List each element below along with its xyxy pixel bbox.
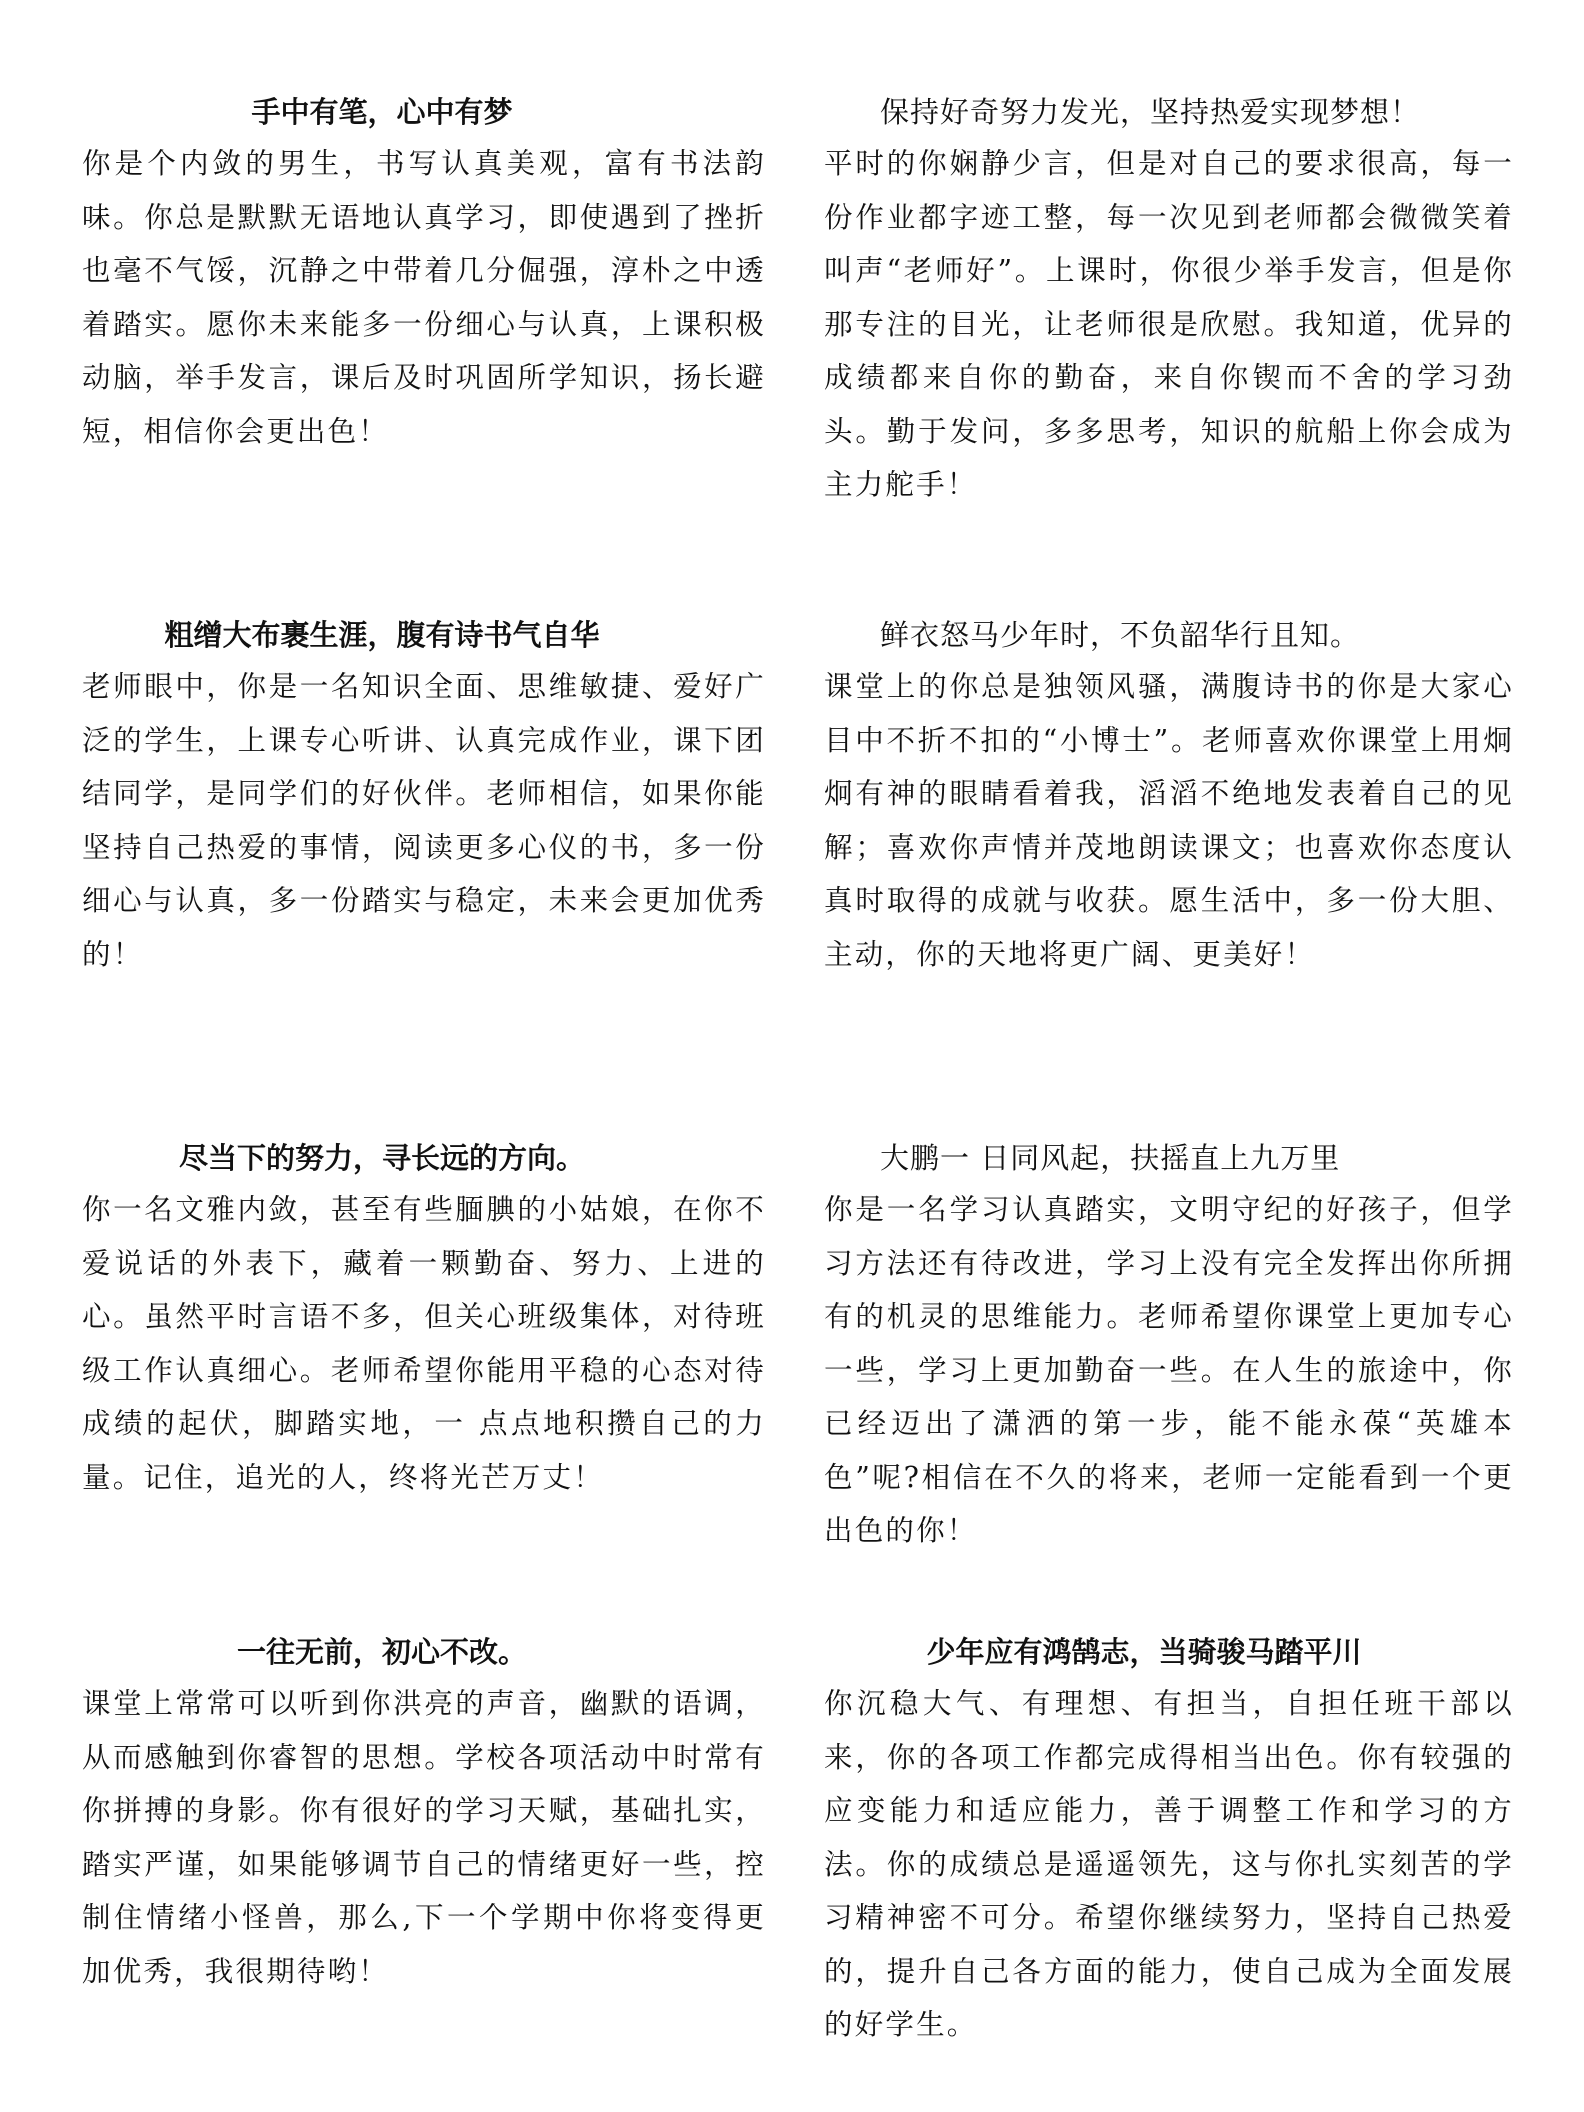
comment-body: 你沉稳大气、有理想、有担当，自担任班干部以来，你的各项工作都完成得相当出色。你有较强的应变能力和适应能力，善于调整工作和学习的方法。你的成绩总是遥遥领先，这与你扎实刻苦的学习精神密不可分。希望你继续努力，坚持自己热爱的，提升自己各方面的能力，使自己成为全面发展的好学生。 [824,1687,1514,2041]
comment-body: 你一名文雅内敛，甚至有些腼腆的小姑娘，在你不爱说话的外表下，藏着一颗勤奋、努力、上进的心。虽然平时言语不多，但关心班级集体，对待班级工作认真细心。老师希望你能用平稳的心态对待成绩的起伏，脚踏实地，一 点点地积攒自己的力量。记住，追光的人，终将光芒万丈！ [82,1193,766,1494]
comment-card-5 [82,1133,766,1504]
comment-title: 尽当下的努力，寻长远的方向。 [178,1141,585,1175]
comment-title: 一往无前，初心不改。 [236,1635,527,1669]
comment-title: 鲜衣怒马少年时，不负韶华行且知。 [880,618,1361,652]
comment-body: 平时的你娴静少言，但是对自己的要求很高，每一份作业都字迹工整，每一次见到老师都会微微笑着叫声“老师好”。上课时，你很少举手发言，但是你那专注的目光，让老师很是欣慰。我知道，优异的成绩都来自你的勤奋，来自你锲而不舍的学习劲头。勤于发问，多多思考，知识的航船上你会成为主力舵手！ [824,147,1514,501]
comment-body: 课堂上常常可以听到你洪亮的声音，幽默的语调，从而感触到你睿智的思想。学校各项活动中时常有你拼搏的身影。你有很好的学习天赋，基础扎实，踏实严谨，如果能够调节自己的情绪更好一些，控制住情绪小怪兽，那么,下一个学期中你将变得更加优秀，我很期待哟！ [82,1687,766,1988]
comment-card-1 [82,87,766,458]
comment-title: 大鹏一 日同风起，扶摇直上九万里 [880,1141,1341,1175]
comment-title: 粗缯大布裹生涯，腹有诗书气自华 [164,618,600,652]
comment-card-8 [824,1627,1514,2052]
comment-title: 手中有笔，心中有梦 [251,95,513,129]
comment-card-6 [824,1133,1514,1558]
comment-body: 你是个内敛的男生，书写认真美观，富有书法韵味。你总是默默无语地认真学习，即使遇到了挫折也毫不气馁，沉静之中带着几分倔强，淳朴之中透着踏实。愿你未来能多一份细心与认真，上课积极动脑，举手发言，课后及时巩固所学知识，扬长避短，相信你会更出色！ [82,147,766,448]
comment-body: 课堂上的你总是独领风骚，满腹诗书的你是大家心目中不折不扣的“小博士”。老师喜欢你课堂上用炯炯有神的眼睛看着我，滔滔不绝地发表着自己的见解；喜欢你声情并茂地朗读课文；也喜欢你态度认真时取得的成就与收获。愿生活中，多一份大胆、主动，你的天地将更广阔、更美好！ [824,670,1514,971]
comment-card-2 [824,87,1514,512]
comment-card-7 [82,1627,766,1998]
comment-card-3 [82,610,766,981]
comment-title: 少年应有鸿鹄志，当骑骏马踏平川 [926,1635,1362,1669]
comment-card-4 [824,610,1514,981]
comment-body: 老师眼中，你是一名知识全面、思维敏捷、爱好广泛的学生，上课专心听讲、认真完成作业，课下团结同学，是同学们的好伙伴。老师相信，如果你能坚持自己热爱的事情，阅读更多心仪的书，多一份细心与认真，多一份踏实与稳定，未来会更加优秀的！ [82,670,766,971]
comment-body: 你是一名学习认真踏实，文明守纪的好孩子，但学习方法还有待改进，学习上没有完全发挥出你所拥有的机灵的思维能力。老师希望你课堂上更加专心一些，学习上更加勤奋一些。在人生的旅途中，你已经迈出了潇洒的第一步，能不能永葆“英雄本色”呢?相信在不久的将来，老师一定能看到一个更出色的你！ [824,1193,1514,1547]
comment-title: 保持好奇努力发光，坚持热爱实现梦想！ [880,95,1421,129]
